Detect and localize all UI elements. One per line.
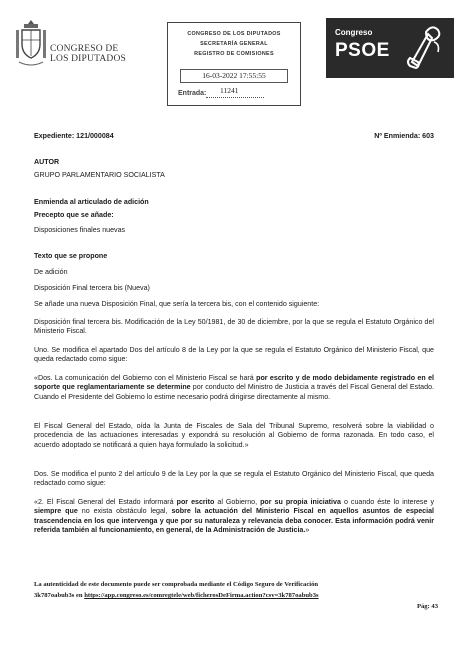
paragraph-de-adicion: De adición xyxy=(34,268,68,276)
text-run-bold: sobre la actuación del Ministerio Fiscal en aquellos asuntos de especial trascendencia en los que intervenga y que por su naturaleza y relevancia deba conocer. Esta información podrá venir referida también al funcionamiento, en general, de la Administración de Justicia. xyxy=(34,507,435,534)
text-run-bold: por escrito xyxy=(176,498,215,506)
stamp-line1: CONGRESO DE LOS DIPUTADOS xyxy=(187,31,281,37)
text-run: «Dos. La comunicación del Gobierno con el Ministerio Fiscal se hará xyxy=(34,374,257,382)
paragraph-intro: Se añade una nueva Disposición Final, que sería la tercera bis, con el contenido siguiente: xyxy=(34,300,320,308)
stamp-datetime: 16-03-2022 17:55:55 xyxy=(180,69,288,83)
text-run: «2. El Fiscal General del Estado informará xyxy=(34,498,177,506)
registry-stamp xyxy=(167,22,301,106)
footer-csv-code: 3k787oabub3s en xyxy=(34,592,85,599)
paragraph-disposicion-final: Disposición final tercera bis. Modificación de la Ley 50/1981, de 30 de diciembre, por la que se regula el Estatuto Orgánico del Ministerio Fiscal. xyxy=(34,318,434,336)
autor-heading: AUTOR xyxy=(34,158,60,166)
fist-rose-icon xyxy=(398,22,450,74)
paragraph-disposicion-title: Disposición Final tercera bis (Nueva) xyxy=(34,284,150,292)
coat-of-arms-icon xyxy=(14,18,48,68)
expediente-number: Expediente: 121/000084 xyxy=(34,132,114,140)
psoe-logo xyxy=(326,18,454,78)
precepto-heading: Precepto que se añade: xyxy=(34,211,114,219)
text-run: o cuando éste lo interese y xyxy=(340,498,434,506)
enmienda-number: Nº Enmienda: 603 xyxy=(374,132,434,140)
stamp-entry-label: Entrada: xyxy=(178,90,207,97)
psoe-logo-big-text: PSOE xyxy=(335,40,390,61)
stamp-line2: SECRETARÍA GENERAL xyxy=(200,41,268,47)
autor-name: GRUPO PARLAMENTARIO SOCIALISTA xyxy=(34,171,165,179)
psoe-logo-small-text: Congreso xyxy=(335,28,373,37)
paragraph-dos-modificacion: Dos. Se modifica el punto 2 del artículo 9 de la Ley por la que se regula el Estatuto Orgánico del Ministerio Fiscal, que queda redactado como sigue: xyxy=(34,470,434,488)
text-run-bold: siempre que xyxy=(34,507,78,516)
stamp-entry-underline xyxy=(206,97,264,98)
enmienda-type: Enmienda al articulado de adición xyxy=(34,198,149,206)
congreso-logo xyxy=(14,18,134,68)
text-run-bold: por su propia iniciativa xyxy=(260,498,341,506)
paragraph-dos-quote xyxy=(34,374,434,402)
congreso-name-line1: CONGRESO DE xyxy=(50,44,119,54)
paragraph-fiscal-general: El Fiscal General del Estado, oída la Junta de Fiscales de Sala del Tribunal Supremo, resolverá sobre la viabilidad o procedencia de las actuaciones interesadas y expondrá su resolución al Gobierno de forma razonada. En todo caso, el acuerdo adoptado se notificará a quien haya formulado la solicitud.» xyxy=(34,422,434,449)
footer-authenticity-note: La autenticidad de este documento puede ser comprobada mediante el Código Seguro de Verificación xyxy=(34,581,319,588)
stamp-entry-number: 11241 xyxy=(220,86,239,95)
precepto-text: Disposiciones finales nuevas xyxy=(34,226,126,234)
texto-heading: Texto que se propone xyxy=(34,252,108,260)
congreso-name-line2: LOS DIPUTADOS xyxy=(50,54,126,64)
footer-csv-line xyxy=(34,591,438,600)
text-run: al Gobierno, xyxy=(214,498,261,506)
text-run: no exista obstáculo legal, xyxy=(77,507,172,516)
verification-link[interactable]: https://app.congreso.es/comregtele/web/ficherosDeFirma.action?csv=3k787oabub3s xyxy=(84,592,319,599)
text-run: por conducto del Ministro de Justicia a través del Fiscal General del Estado. Cuando el Presidente del Gobierno lo estime necesario podrá dirigirse directamente al mismo. xyxy=(34,383,434,401)
paragraph-uno: Uno. Se modifica el apartado Dos del artículo 8 de la Ley por la que se regula el Estatuto Orgánico del Ministerio Fiscal, que queda redactado como sigue: xyxy=(34,346,434,364)
stamp-line3: REGISTRO DE COMISIONES xyxy=(194,51,274,57)
text-run-bold: por escrito y de modo debidamente registrado en el soporte que reglamentariamente se determine xyxy=(34,374,434,392)
page-number: Pág: 43 xyxy=(416,603,438,610)
paragraph-punto-2-quote xyxy=(34,498,434,535)
text-run: » xyxy=(305,525,310,534)
